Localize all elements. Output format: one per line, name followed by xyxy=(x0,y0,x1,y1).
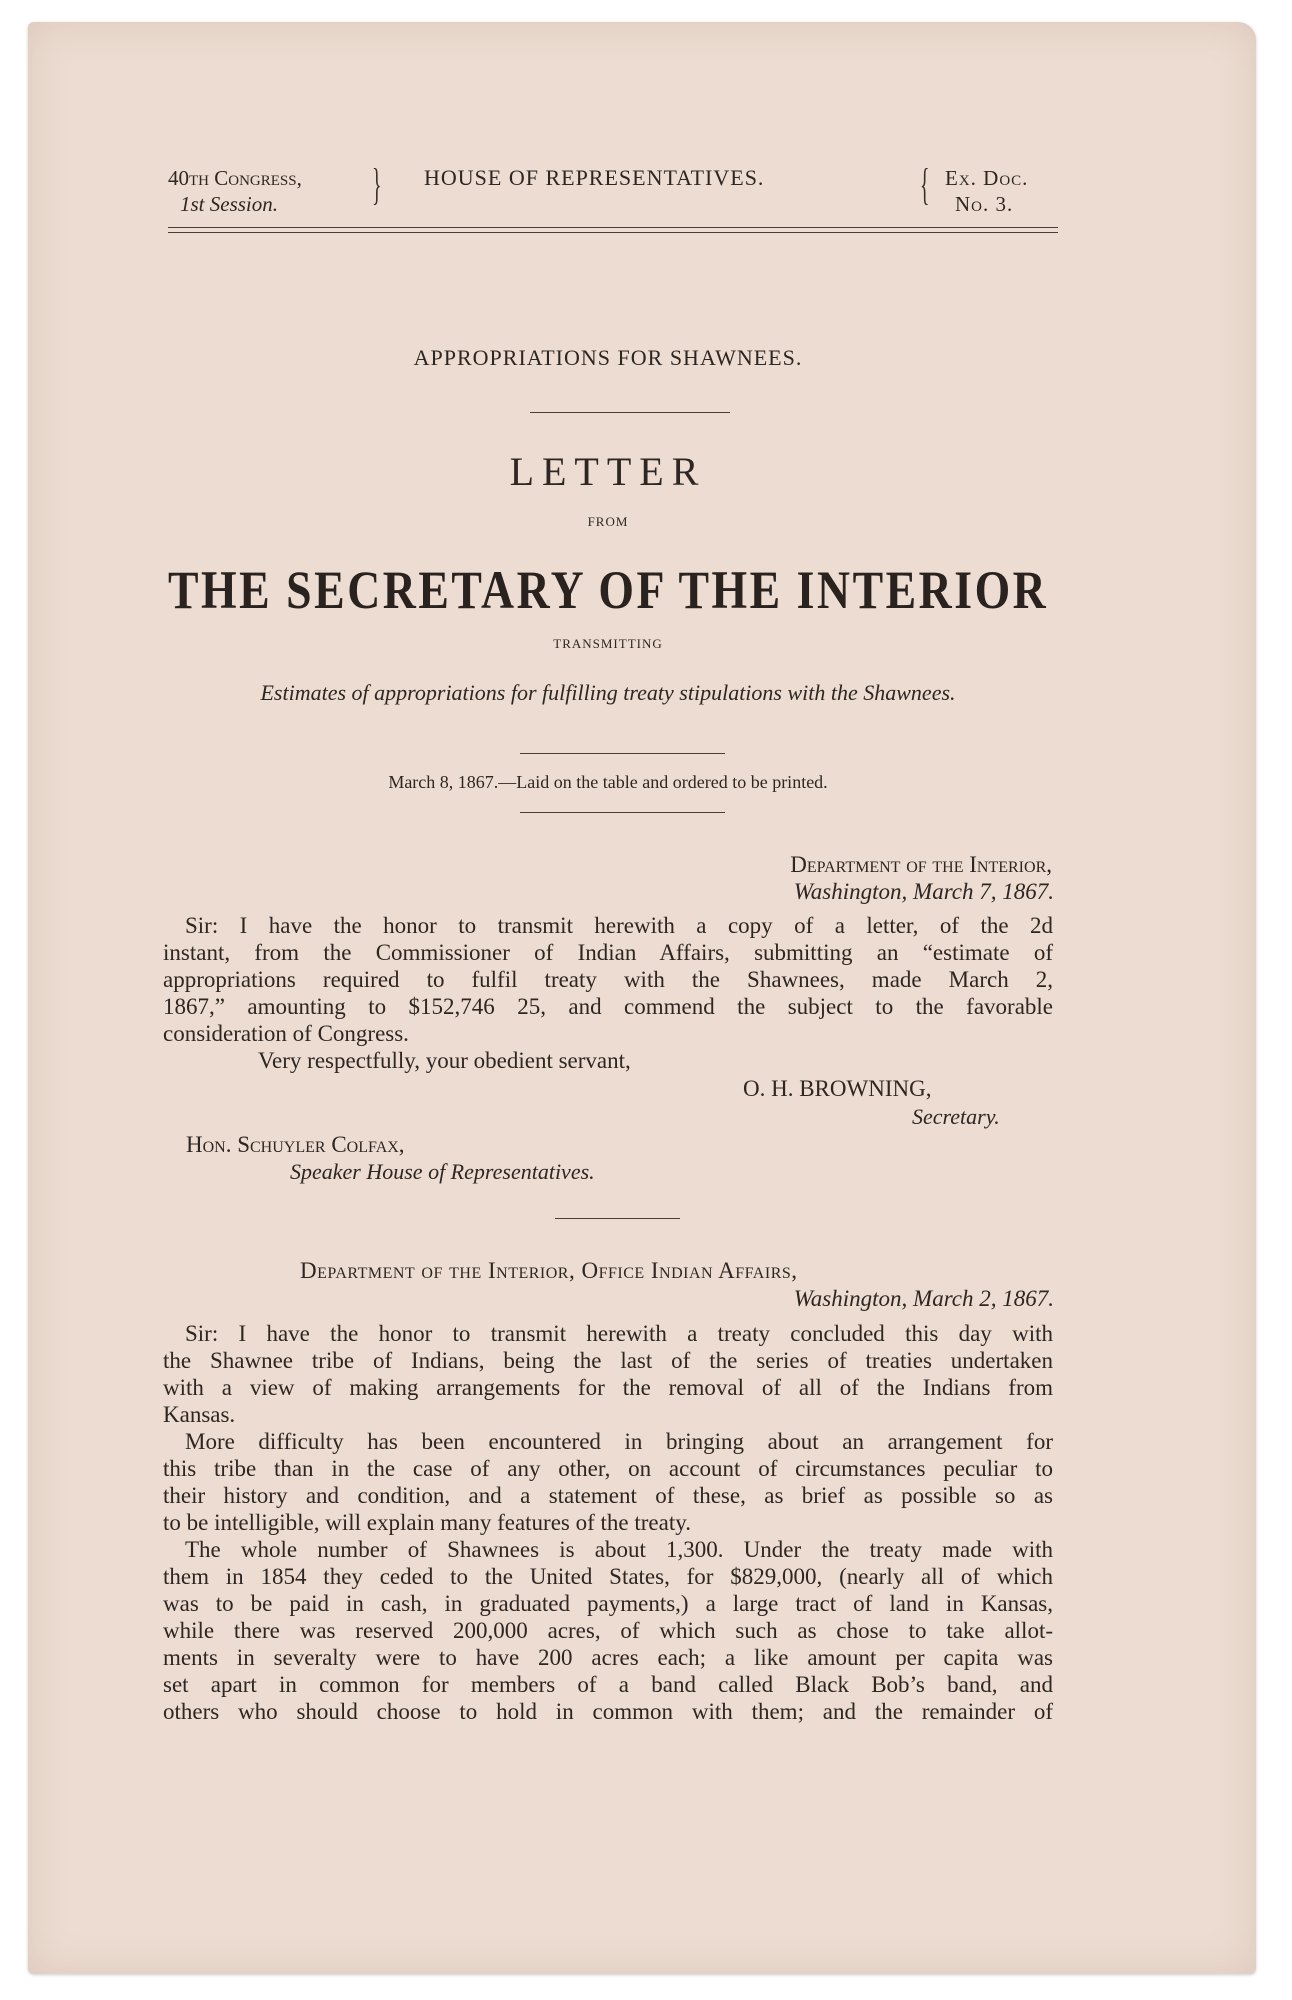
closing: Very respectfully, your obedient servant, xyxy=(258,1048,631,1073)
secretary-heading-box xyxy=(163,560,1053,622)
secretary-heading: THE SECRETARY OF THE INTERIOR xyxy=(168,560,1049,620)
letter2-line: others who should choose to hold in common with them; and the remainder of xyxy=(163,1699,1053,1724)
letter2-department: Department of the Interior, Office Indian Affairs, xyxy=(300,1258,798,1283)
letter2-line: the Shawnee tribe of Indians, being the last of the series of treaties undertaken xyxy=(163,1348,1053,1373)
letter2-line: set apart in common for members of a band called Black Bob’s band, and xyxy=(163,1672,1053,1697)
divider xyxy=(555,1218,680,1219)
divider xyxy=(520,812,725,813)
transmitting-label: TRANSMITTING xyxy=(553,636,663,651)
right-brace: { xyxy=(920,160,930,209)
signer-title: Secretary. xyxy=(912,1104,1000,1129)
letter2-line: Sir: I have the honor to transmit herewith a treaty concluded this day with xyxy=(185,1321,1053,1346)
letter2-line: More difficulty has been encountered in bringing about an arrangement for xyxy=(185,1429,1053,1454)
divider xyxy=(520,753,725,754)
letter2-line: with a view of making arrangements for the removal of all of the Indians from xyxy=(163,1375,1053,1400)
from-label: FROM xyxy=(587,514,629,529)
house-label: HOUSE OF REPRESENTATIVES. xyxy=(424,165,765,190)
letter1-line: Sir: I have the honor to transmit herewith a copy of a letter, of the 2d xyxy=(185,913,1053,938)
letter2-line: Kansas. xyxy=(163,1402,236,1427)
letter-heading: LETTER xyxy=(509,449,707,494)
doc-label: Ex. Doc. xyxy=(945,166,1029,190)
subtitle: Estimates of appropriations for fulfilling treaty stipulations with the Shawnees. xyxy=(260,680,956,705)
doc-number: No. 3. xyxy=(955,192,1014,216)
signer: O. H. BROWNING, xyxy=(743,1076,932,1101)
letter2-line: this tribe than in the case of any other, on account of circumstances peculiar to xyxy=(163,1456,1053,1481)
header-rule-top xyxy=(168,227,1058,228)
letter2-line: was to be paid in cash, in graduated payments,) a large tract of land in Kansas, xyxy=(163,1591,1053,1616)
congress-label: 40th Congress, xyxy=(168,166,302,190)
document-title: APPROPRIATIONS FOR SHAWNEES. xyxy=(413,345,803,370)
letter1-department: Department of the Interior, xyxy=(790,852,1052,877)
letter1-line: 1867,” amounting to $152,746 25, and commend the subject to the favorable xyxy=(163,994,1053,1019)
letter2-place-date: Washington, March 2, 1867. xyxy=(793,1286,1054,1311)
letter2-line: while there was reserved 200,000 acres, of which such as chose to take allot- xyxy=(163,1618,1053,1643)
session-label: 1st Session. xyxy=(180,192,279,216)
header-rule-bottom xyxy=(168,232,1058,233)
divider xyxy=(530,412,730,413)
laid-on-table-note: March 8, 1867.—Laid on the table and ordered to be printed. xyxy=(388,772,828,792)
letter2-line: them in 1854 they ceded to the United States, for $829,000, (nearly all of which xyxy=(163,1564,1053,1589)
letter1-place-date: Washington, March 7, 1867. xyxy=(793,879,1054,904)
letter2-line: The whole number of Shawnees is about 1,300. Under the treaty made with xyxy=(185,1537,1053,1562)
letter1-line: instant, from the Commissioner of Indian Affairs, submitting an “estimate of xyxy=(163,940,1053,965)
left-brace: } xyxy=(372,160,382,209)
addressee-title: Speaker House of Representatives. xyxy=(290,1159,595,1184)
letter2-line: their history and condition, and a statement of these, as brief as possible so as xyxy=(163,1483,1053,1508)
addressee: Hon. Schuyler Colfax, xyxy=(186,1132,405,1157)
letter2-line: to be intelligible, will explain many features of the treaty. xyxy=(163,1510,691,1535)
letter1-line: consideration of Congress. xyxy=(163,1021,409,1046)
letter2-line: ments in severalty were to have 200 acres each; a like amount per capita was xyxy=(163,1645,1053,1670)
letter1-line: appropriations required to fulfil treaty with the Shawnees, made March 2, xyxy=(163,967,1053,992)
